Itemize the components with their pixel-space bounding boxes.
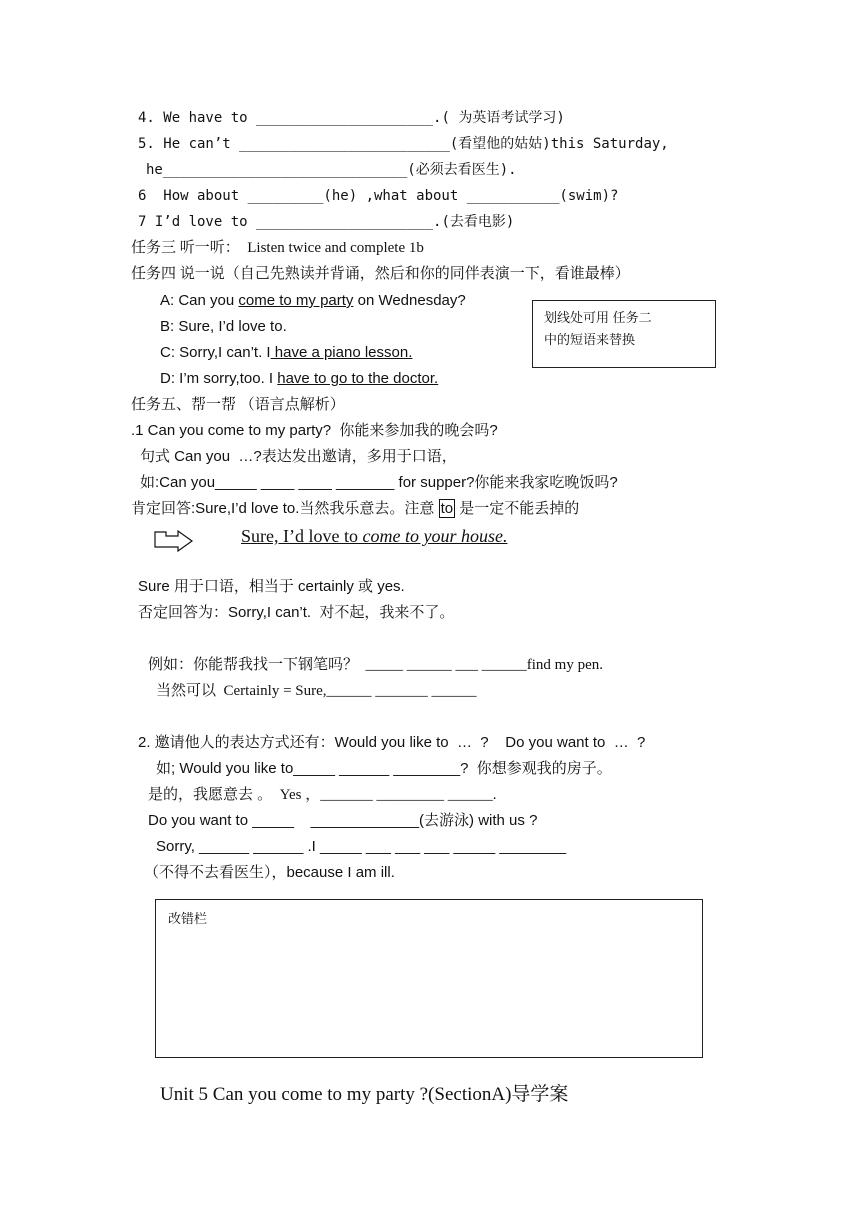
exercise-4: 4. We have to _____________________.( 为英语考试学习) [138,110,565,126]
task4-heading: 任务四 说一说（自己先熟读并背诵，然后和你的同伴表演一下，看谁最棒） [131,266,630,282]
replacement-note-line2: 中的短语来替换 [544,332,636,347]
dialogue-line-a: A: Can you come to my party on Wednesday? [160,292,466,309]
point1-title: .1 Can you come to my party? 你能来参加我的晚会吗? [131,422,498,439]
exercise-5: 5. He can’t _________________________(看望他的姑姑)this Saturday, [138,136,669,152]
sure-usage-note: Sure 用于口语，相当于 certainly 或 yes. [138,578,405,595]
dialogue-line-d: D: I’m sorry,too. I have to go to the doctor. [160,370,439,387]
point1-pattern: 句式 Can you …?表达发出邀请，多用于口语， [140,448,457,465]
point2-yes-answer: 是的，我愿意去 。 Yes ，_______ _________ ______. [148,786,497,803]
answer-blank[interactable]: _____________________ [256,214,434,230]
exercise-6: 6 How about _________(he) ,what about ___________(swim)? [138,188,619,204]
point1-exercise-2: 当然可以 Certainly = Sure,______ _______ ______ [156,682,477,699]
replacement-note-line1: 划线处可用 任务二 [544,310,652,325]
task5-heading: 任务五、帮一帮 （语言点解析） [131,397,345,413]
dialogue-line-b: B: Sure, I’d love to. [160,318,287,335]
task3-heading: 任务三 听一听： Listen twice and complete 1b [131,240,424,256]
arrow-example-sentence: Sure, I’d love to come to your house. [241,526,508,546]
point1-exercise-1: 例如：你能帮我找一下钢笔吗？ _____ ______ ___ ______find my pen. [148,656,604,673]
correction-box[interactable] [155,899,703,1058]
point2-want-question: Do you want to _____ _____________(去游泳) with us ? [148,812,538,829]
answer-blank[interactable]: _____________________ [256,110,434,126]
arrow-right-icon [152,528,196,552]
point1-affirmative: 肯定回答:Sure,I’d love to.当然我乐意去。注意 to 是一定不能丢掉的 [131,500,580,517]
point2-example: 如; Would you like to_____ ______ ________? 你想参观我的房子。 [156,760,612,777]
dialogue-line-c: C: Sorry,I can’t. I have a piano lesson. [160,344,413,361]
worksheet-title: Unit 5 Can you come to my party ?(SectionA)导学案 [160,1084,569,1105]
correction-box-label: 改错栏 [168,911,208,926]
answer-blank[interactable]: _____________________________ [162,162,408,178]
point2-sorry-answer: Sorry, ______ ______ .I _____ ___ ___ ___ _____ ________ [156,838,567,855]
negative-answer: 否定回答为：Sorry,I can’t. 对不起，我来不了。 [138,604,455,621]
point1-example: 如:Can you_____ ____ ____ _______ for supper?你能来我家吃晚饭吗? [140,474,618,491]
exercise-7: 7 I’d love to _____________________.(去看电影) [138,214,515,230]
exercise-5-continued: he_____________________________(必须去看医生). [146,162,517,178]
point2-ill-reason: （不得不去看医生），because I am ill. [144,864,395,881]
point2-title: 2. 邀请他人的表达方式还有：Would you like to … ? Do you want to … ? [138,734,646,751]
boxed-to: to [440,500,454,517]
answer-blank[interactable]: _________________________ [239,136,450,152]
